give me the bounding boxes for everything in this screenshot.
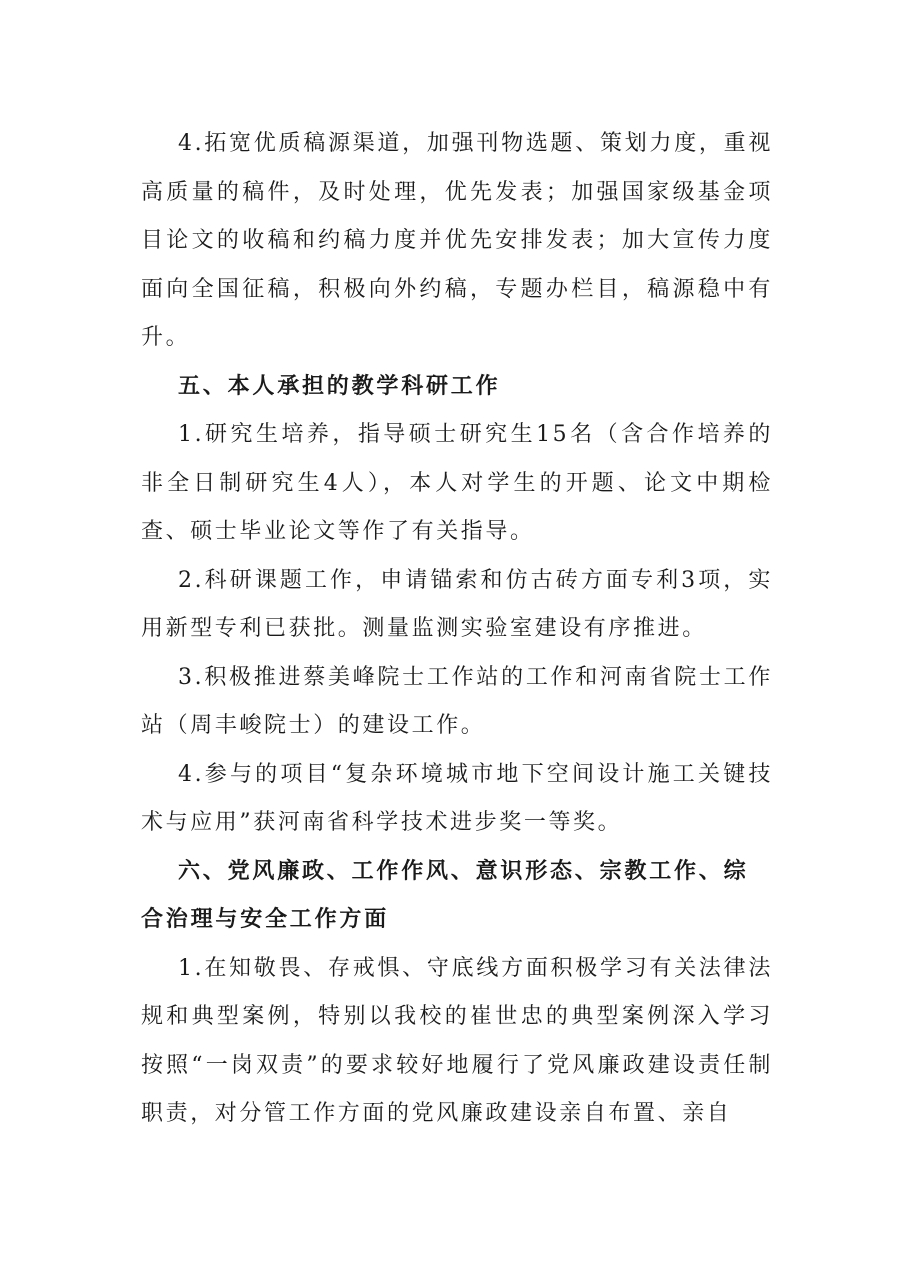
document-body <box>141 120 773 1139</box>
paragraph-award: 4.参与的项目“复杂环境城市地下空间设计施工关键技术与应用”获河南省科学技术进步奖一等奖。 <box>141 761 773 835</box>
paragraph-research-projects: 2.科研课题工作，申请锚索和仿古砖方面专利3项，实用新型专利已获批。测量监测实验室建设有序推进。 <box>141 567 773 641</box>
paragraph-integrity-study: 1.在知敬畏、存戒惧、守底线方面积极学习有关法律法规和典型案例，特别以我校的崔世忠的典型案例深入学习按照“一岗双责”的要求较好地履行了党风廉政建设责任制职责，对分管工作方面的党风廉政建设亲自布置、亲自 <box>141 955 773 1126</box>
paragraph-academician-workstation: 3.积极推进蔡美峰院士工作站的工作和河南省院士工作站（周丰峻院士）的建设工作。 <box>141 664 773 738</box>
section-heading-teaching-research: 五、本人承担的教学科研工作 <box>178 373 501 399</box>
paragraph-graduate-training: 1.研究生培养，指导硕士研究生15名（含合作培养的非全日制研究生4人），本人对学生的开题、论文中期检查、硕士毕业论文等作了有关指导。 <box>141 422 773 544</box>
section-heading-party-conduct: 六、党风廉政、工作作风、意识形态、宗教工作、综合治理与安全工作方面 <box>141 858 749 932</box>
paragraph-manuscript-sources: 4.拓宽优质稿源渠道，加强刊物选题、策划力度，重视高质量的稿件，及时处理，优先发表；加强国家级基金项目论文的收稿和约稿力度并优先安排发表；加大宣传力度面向全国征稿，积极向外约稿，专题办栏目，稿源稳中有升。 <box>141 131 773 350</box>
